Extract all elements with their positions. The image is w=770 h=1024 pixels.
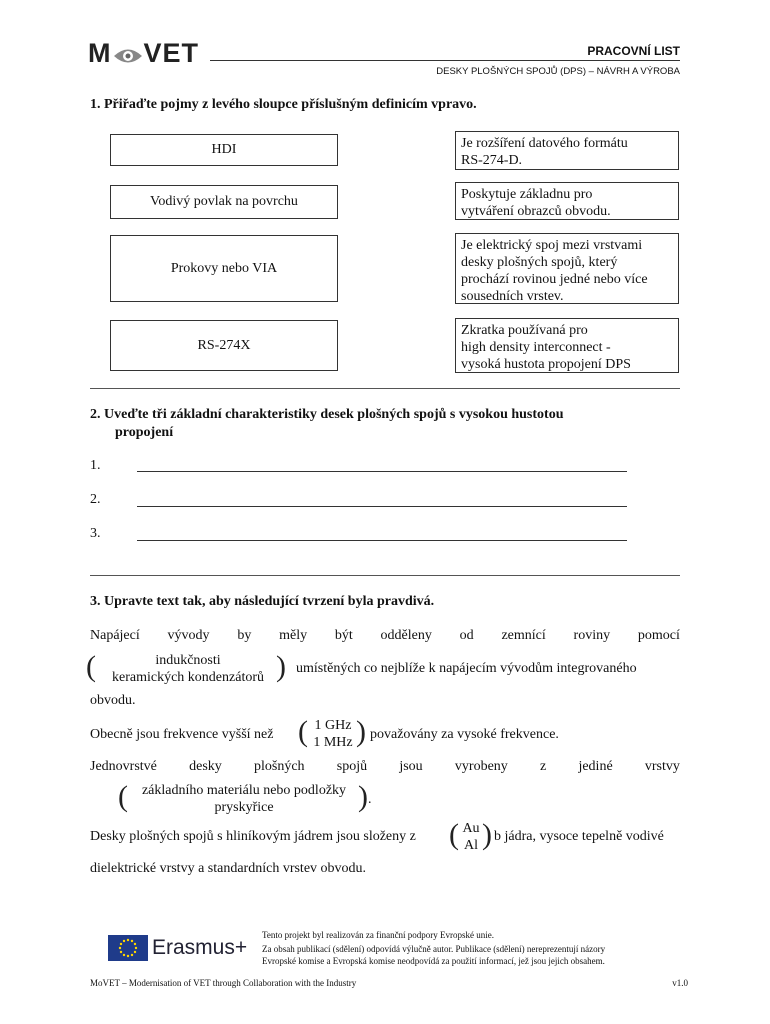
paren-left: ( — [118, 780, 128, 813]
term-label: Vodivý povlak na povrchu — [150, 194, 298, 209]
choice-option[interactable]: keramických kondenzátorů — [112, 670, 264, 685]
definition-line: desky plošných spojů, který — [461, 255, 618, 270]
definition-line: Je rozšíření datového formátu — [461, 136, 628, 151]
choice-option[interactable]: Au — [462, 821, 480, 836]
definition-line: prochází rovinou jedné nebo více — [461, 272, 648, 287]
definition-line: vysoká hustota propojení DPS — [461, 357, 631, 372]
q3-title: 3. Upravte text tak, aby následující tvrzení byla pravdivá. — [90, 594, 435, 609]
statement-4-pre: Desky plošných spojů s hliníkovým jádrem jsou složeny z — [90, 829, 416, 844]
q2-title-cont: propojení — [115, 425, 174, 440]
disclaimer-line-1: Za obsah publikací (sdělení) odpovídá výlučně autor. Publikace (sdělení) nereprezentují názory — [262, 944, 606, 954]
definition-box-4 — [455, 318, 679, 373]
term-box-2 — [110, 185, 338, 219]
term-box-1 — [110, 134, 338, 166]
statement-1-line-3: obvodu. — [90, 693, 136, 708]
paren-right: ) — [356, 715, 366, 748]
paren-right: ) — [358, 780, 368, 813]
section-divider — [90, 575, 680, 576]
eu-flag-icon — [108, 935, 148, 961]
definition-box-1 — [455, 131, 679, 170]
answer-line-1[interactable] — [137, 471, 627, 472]
answer-line-2[interactable] — [137, 506, 627, 507]
term-label: RS-274X — [197, 337, 251, 353]
definition-box-2 — [455, 182, 679, 220]
q1-title: 1. Přiřaďte pojmy z levého sloupce příslušným definicím vpravo. — [90, 97, 477, 112]
choice-4[interactable] — [458, 820, 484, 854]
choice-option[interactable]: 1 GHz — [314, 718, 352, 733]
answer-line-3[interactable] — [137, 540, 627, 541]
definition-box-3 — [455, 233, 679, 304]
definition-line: sousedních vrstev. — [461, 289, 564, 304]
statement-4-end: dielektrické vrstvy a standardních vrstev obvodu. — [90, 861, 367, 876]
disclaimer-line-2: Evropské komise a Evropská komise neodpovídá za použití informací, jež jsou jejich obsahem. — [262, 956, 605, 966]
worksheet-subtitle: DESKY PLOŠNÝCH SPOJŮ (DPS) – NÁVRH A VÝROBA — [436, 66, 680, 77]
statement-3-end: . — [368, 792, 372, 807]
term-box-3 — [110, 235, 338, 302]
header-rule — [210, 60, 680, 61]
worksheet-title: PRACOVNÍ LIST — [587, 44, 680, 58]
choice-1[interactable] — [98, 652, 278, 686]
statement-2-pre: Obecně jsou frekvence vyšší než — [90, 727, 274, 742]
section-divider — [90, 388, 680, 389]
paren-right: ) — [482, 818, 492, 851]
definition-line: RS-274-D. — [461, 153, 523, 168]
choice-option[interactable]: 1 MHz — [313, 735, 353, 750]
funding-note: Tento projekt byl realizován za finanční podpory Evropské unie. — [262, 930, 495, 940]
answer-number: 3. — [90, 526, 101, 541]
term-label: Prokovy nebo VIA — [170, 260, 278, 276]
erasmus-logo: Erasmus+ — [152, 936, 248, 959]
definition-line: vytváření obrazců obvodu. — [461, 204, 611, 219]
choice-option[interactable]: základního materiálu nebo podložky — [141, 783, 347, 798]
logo-eye-icon — [113, 43, 143, 63]
statement-3-line-1: Jednovrstvé desky plošných spojů jsou vyrobeny z jediné vrstvy — [90, 759, 680, 774]
statement-4-post: b jádra, vysoce tepelně vodivé — [494, 829, 664, 844]
paren-left: ( — [449, 818, 459, 851]
paren-right: ) — [276, 650, 286, 683]
statement-2-post: považovány za vysoké frekvence. — [370, 727, 559, 742]
version-label: v1.0 — [672, 978, 688, 988]
definition-line: Poskytuje základnu pro — [461, 187, 593, 202]
choice-option[interactable]: pryskyřice — [214, 800, 274, 815]
movet-logo: M VET — [88, 37, 200, 68]
term-box-4 — [110, 320, 338, 371]
term-label: HDI — [211, 142, 237, 157]
answer-number: 2. — [90, 492, 101, 507]
q2-title: 2. Uveďte tři základní charakteristiky desek plošných spojů s vysokou hustotou — [90, 407, 564, 422]
choice-2[interactable] — [308, 717, 358, 751]
statement-1-line-2: umístěných co nejblíže k napájecím vývodům integrovaného — [296, 661, 637, 676]
definition-line: high density interconnect - — [461, 340, 611, 355]
answer-number: 1. — [90, 458, 101, 473]
definition-line: Je elektrický spoj mezi vrstvami — [461, 238, 643, 253]
paren-left: ( — [298, 715, 308, 748]
paren-left: ( — [86, 650, 96, 683]
statement-1-line-1: Napájecí vývody by měly být odděleny od zemnící roviny pomocí — [90, 628, 680, 643]
choice-option[interactable]: Al — [464, 838, 478, 853]
choice-option[interactable]: indukčnosti — [155, 653, 221, 668]
project-name: MoVET – Modernisation of VET through Collaboration with the Industry — [90, 978, 357, 988]
choice-3[interactable] — [128, 782, 360, 816]
definition-line: Zkratka používaná pro — [461, 323, 588, 338]
